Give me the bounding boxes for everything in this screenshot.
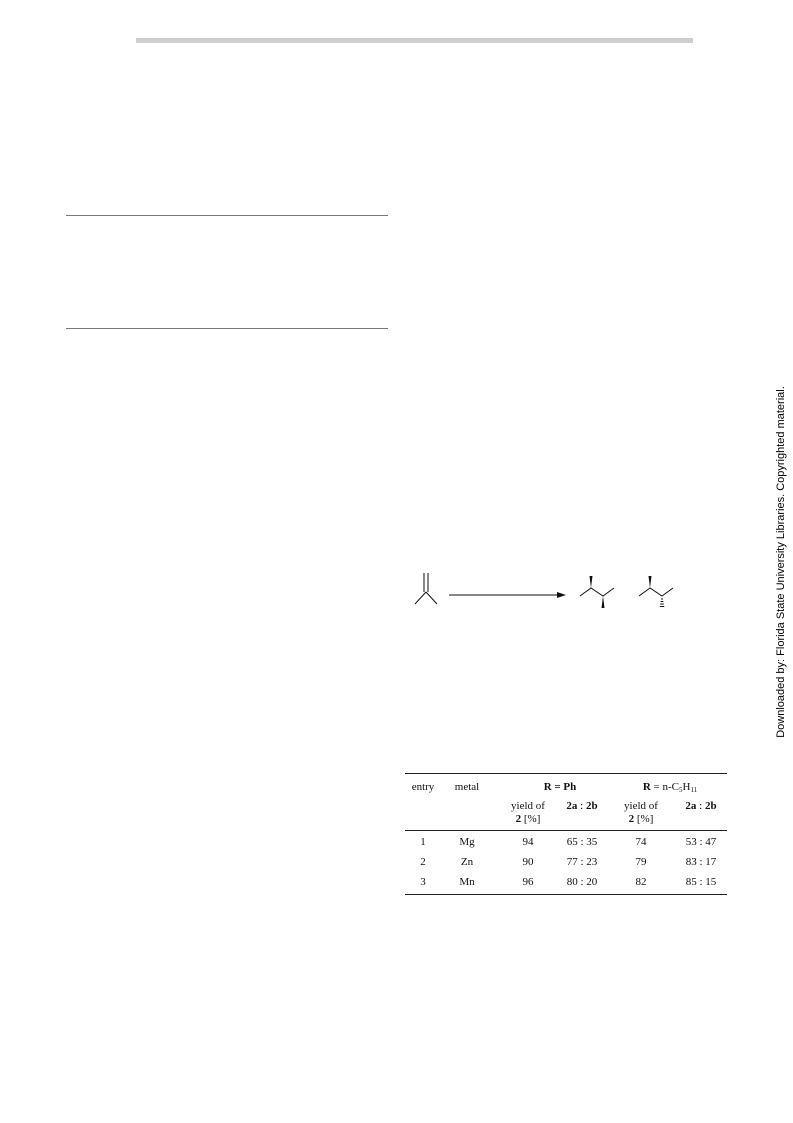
row-1-ratio-c5: 53 : 47 — [685, 836, 717, 848]
row-1-ratio-ph: 65 : 35 — [566, 836, 598, 848]
row-3-ratio-c5: 85 : 15 — [685, 876, 717, 888]
row-2-ratio-c5: 83 : 17 — [685, 856, 717, 868]
header-yield-c5-line2: 2 [%] — [628, 813, 654, 825]
table-top-rule — [405, 773, 727, 774]
row-2-ratio-ph: 77 : 23 — [566, 856, 598, 868]
section-rule-bottom — [66, 328, 388, 329]
row-1-metal: Mg — [459, 836, 475, 848]
header-group-ph: R = Ph — [543, 781, 577, 793]
row-2-yield-ph: 90 — [522, 856, 534, 868]
reaction-scheme — [410, 570, 690, 620]
header-ratio-ph: 2a : 2b — [566, 800, 598, 812]
row-3-yield-ph: 96 — [522, 876, 534, 888]
row-1-yield-c5: 74 — [635, 836, 647, 848]
product-2b-structure — [639, 588, 673, 596]
header-yield-ph-line2: 2 [%] — [515, 813, 541, 825]
header-group-c5: $R = n-C_5H_{11}$ — [642, 781, 698, 794]
product-2a-structure — [580, 588, 614, 596]
row-2-yield-c5: 79 — [635, 856, 647, 868]
row-3-ratio-ph: 80 : 20 — [566, 876, 598, 888]
row-3-entry: 3 — [420, 876, 426, 888]
reaction-arrow — [449, 592, 566, 598]
section-rule-top — [66, 215, 388, 216]
product-2a-wedge-bottom — [602, 596, 605, 608]
alkene-structure — [415, 573, 437, 604]
row-2-entry: 2 — [420, 856, 426, 868]
download-notice: Downloaded by: Florida State University Libraries. Copyrighted material. — [775, 386, 787, 738]
header-yield-ph-line1: yield of — [511, 800, 545, 812]
row-3-metal: Mn — [459, 876, 475, 888]
product-2b-wedge-top — [649, 576, 652, 588]
header-entry: entry — [411, 781, 435, 793]
product-2b-hash-bottom — [660, 599, 664, 607]
table-bottom-rule — [405, 894, 727, 895]
table-header-rule — [405, 830, 727, 831]
row-2-metal: Zn — [460, 856, 474, 868]
header-metal: metal — [454, 781, 480, 793]
product-2a-wedge-top — [590, 576, 593, 588]
row-1-yield-ph: 94 — [522, 836, 534, 848]
header-bar — [136, 38, 693, 43]
row-3-yield-c5: 82 — [635, 876, 647, 888]
row-1-entry: 1 — [420, 836, 426, 848]
header-yield-c5-line1: yield of — [624, 800, 658, 812]
header-ratio-c5: 2a : 2b — [685, 800, 717, 812]
